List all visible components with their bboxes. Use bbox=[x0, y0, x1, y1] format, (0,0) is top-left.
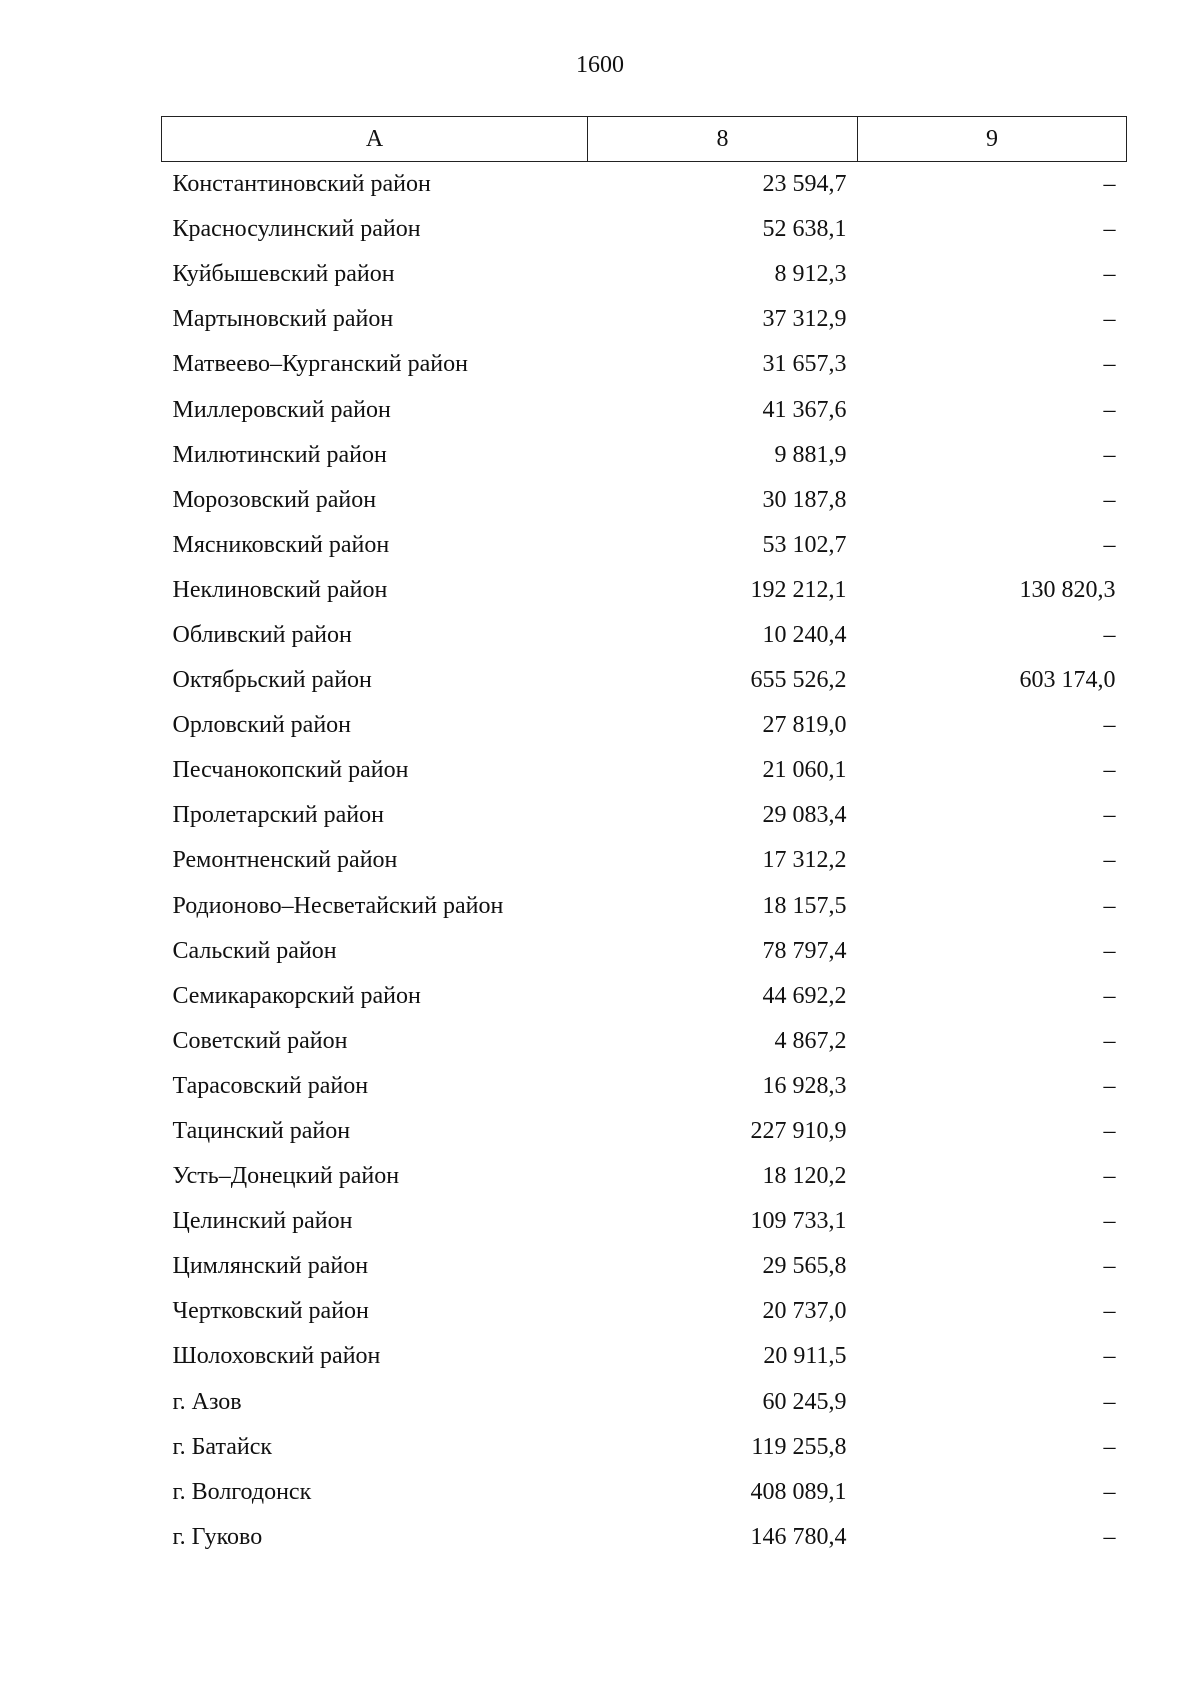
table-row bbox=[162, 568, 1127, 613]
col-9-cell: – bbox=[1103, 486, 1116, 513]
col-9-cell: – bbox=[1103, 1118, 1116, 1145]
row-name-cell: Ремонтненский район bbox=[172, 847, 398, 874]
col-9-cell: – bbox=[1103, 351, 1116, 378]
row-name-cell: г. Гуково bbox=[172, 1523, 263, 1550]
col-9-cell: – bbox=[1103, 802, 1116, 829]
col-8-cell: 44 692,2 bbox=[762, 982, 847, 1009]
col-8-cell: 408 089,1 bbox=[750, 1478, 847, 1505]
row-name-cell: Неклиновский район bbox=[172, 576, 388, 603]
col-9-cell: – bbox=[1103, 171, 1116, 198]
col-8-cell: 119 255,8 bbox=[751, 1433, 847, 1460]
table-body bbox=[162, 162, 1127, 1560]
row-name-cell: Милютинский район bbox=[172, 441, 387, 468]
table-row bbox=[162, 1109, 1127, 1154]
col-9-cell: – bbox=[1103, 1163, 1116, 1190]
row-name-cell: Тацинский район bbox=[172, 1118, 351, 1145]
table-row bbox=[162, 929, 1127, 974]
col-8-cell: 78 797,4 bbox=[762, 937, 847, 964]
row-name-cell: Сальский район bbox=[172, 937, 337, 964]
row-name-cell: г. Азов bbox=[172, 1388, 242, 1415]
row-name-cell: Морозовский район bbox=[172, 486, 377, 513]
table-row bbox=[162, 1199, 1127, 1244]
row-name-cell: Чертковский район bbox=[172, 1298, 369, 1325]
table-row bbox=[162, 1289, 1127, 1334]
table-row bbox=[162, 1019, 1127, 1064]
col-9-cell: – bbox=[1103, 441, 1116, 468]
table-row bbox=[162, 838, 1127, 883]
col-8-cell: 227 910,9 bbox=[750, 1118, 847, 1145]
table-row bbox=[162, 1515, 1127, 1560]
table-row bbox=[162, 793, 1127, 838]
row-name-cell: Целинский район bbox=[172, 1208, 353, 1235]
col-8-cell: 18 157,5 bbox=[762, 892, 847, 919]
row-name-cell: Мартыновский район bbox=[172, 306, 394, 333]
col-8-cell: 4 867,2 bbox=[774, 1027, 847, 1054]
col-9-cell: – bbox=[1103, 982, 1116, 1009]
col-9-cell: – bbox=[1103, 937, 1116, 964]
table-row bbox=[162, 1064, 1127, 1109]
table-row bbox=[162, 297, 1127, 342]
col-9-cell: 603 174,0 bbox=[1019, 667, 1116, 694]
table-row bbox=[162, 613, 1127, 658]
row-name-cell: Миллеровский район bbox=[172, 396, 391, 423]
table-row bbox=[162, 1470, 1127, 1515]
table-row bbox=[162, 207, 1127, 252]
col-9-cell: – bbox=[1103, 1523, 1116, 1550]
table-row bbox=[162, 387, 1127, 432]
col-9-cell: – bbox=[1103, 847, 1116, 874]
col-9-cell: – bbox=[1103, 1072, 1116, 1099]
table-row bbox=[162, 748, 1127, 793]
table-row bbox=[162, 1334, 1127, 1379]
row-name-cell: Октябрьский район bbox=[172, 667, 372, 694]
col-9-cell: – bbox=[1103, 1027, 1116, 1054]
col-8-cell: 17 312,2 bbox=[762, 847, 847, 874]
row-name-cell: Родионово–Несветайский район bbox=[172, 892, 504, 919]
table-row bbox=[162, 703, 1127, 748]
col-8-cell: 29 083,4 bbox=[762, 802, 847, 829]
col-8-cell: 31 657,3 bbox=[762, 351, 847, 378]
row-name-cell: Семикаракорский район bbox=[172, 982, 421, 1009]
col-9-cell: – bbox=[1103, 396, 1116, 423]
col-9-cell: – bbox=[1103, 712, 1116, 739]
row-name-cell: Усть–Донецкий район bbox=[172, 1163, 400, 1190]
col-8-cell: 9 881,9 bbox=[774, 441, 847, 468]
col-8-cell: 16 928,3 bbox=[762, 1072, 847, 1099]
row-name-cell: Песчанокопский район bbox=[172, 757, 409, 784]
col-8-cell: 146 780,4 bbox=[750, 1523, 847, 1550]
col-8-cell: 10 240,4 bbox=[762, 621, 847, 648]
col-8-cell: 20 911,5 bbox=[763, 1343, 847, 1370]
row-name-cell: Обливский район bbox=[172, 621, 352, 648]
col-9-cell: – bbox=[1103, 1433, 1116, 1460]
row-name-cell: Мясниковский район bbox=[172, 531, 390, 558]
row-name-cell: Цимлянский район bbox=[172, 1253, 369, 1280]
row-name-cell: Орловский район bbox=[172, 712, 352, 739]
col-8-cell: 53 102,7 bbox=[762, 531, 847, 558]
col-9-cell: – bbox=[1103, 1343, 1116, 1370]
col-9-cell: – bbox=[1103, 1208, 1116, 1235]
col-9-cell: – bbox=[1103, 531, 1116, 558]
row-name-cell: Матвеево–Курганский район bbox=[172, 351, 468, 378]
col-8-cell: 30 187,8 bbox=[762, 486, 847, 513]
col-9-cell: 130 820,3 bbox=[1019, 576, 1116, 603]
row-name-cell: Тарасовский район bbox=[172, 1072, 369, 1099]
table-row bbox=[162, 658, 1127, 703]
col-9-cell: – bbox=[1103, 1478, 1116, 1505]
table-row bbox=[162, 884, 1127, 929]
col-9-cell: – bbox=[1103, 1253, 1116, 1280]
row-name-cell: г. Батайск bbox=[172, 1433, 273, 1460]
col-8-cell: 52 638,1 bbox=[762, 216, 847, 243]
column-header-8: 8 bbox=[588, 117, 858, 162]
table-row bbox=[162, 342, 1127, 387]
col-9-cell: – bbox=[1103, 1388, 1116, 1415]
table-header bbox=[162, 117, 1127, 162]
col-8-cell: 60 245,9 bbox=[762, 1388, 847, 1415]
col-8-cell: 27 819,0 bbox=[762, 712, 847, 739]
col-9-cell: – bbox=[1103, 757, 1116, 784]
row-name-cell: Советский район bbox=[172, 1027, 348, 1054]
table-row bbox=[162, 523, 1127, 568]
col-9-cell: – bbox=[1103, 261, 1116, 288]
row-name-cell: Пролетарский район bbox=[172, 802, 384, 829]
col-8-cell: 20 737,0 bbox=[762, 1298, 847, 1325]
table-row bbox=[162, 1425, 1127, 1470]
col-8-cell: 655 526,2 bbox=[750, 667, 847, 694]
col-9-cell: – bbox=[1103, 621, 1116, 648]
col-8-cell: 8 912,3 bbox=[774, 261, 847, 288]
col-8-cell: 192 212,1 bbox=[750, 576, 847, 603]
table-row bbox=[162, 974, 1127, 1019]
row-name-cell: Шолоховский район bbox=[172, 1343, 381, 1370]
col-9-cell: – bbox=[1103, 216, 1116, 243]
page-number: 1600 bbox=[576, 52, 624, 78]
table-row bbox=[162, 252, 1127, 297]
table-row bbox=[162, 433, 1127, 478]
column-header-9: 9 bbox=[858, 117, 1127, 162]
header-row bbox=[162, 117, 1127, 162]
col-9-cell: – bbox=[1103, 306, 1116, 333]
col-8-cell: 29 565,8 bbox=[762, 1253, 847, 1280]
col-9-cell: – bbox=[1103, 1298, 1116, 1325]
col-8-cell: 18 120,2 bbox=[762, 1163, 847, 1190]
col-8-cell: 37 312,9 bbox=[762, 306, 847, 333]
col-8-cell: 23 594,7 bbox=[762, 171, 847, 198]
table-row bbox=[162, 1244, 1127, 1289]
row-name-cell: г. Волгодонск bbox=[172, 1478, 312, 1505]
col-8-cell: 21 060,1 bbox=[762, 757, 847, 784]
data-table bbox=[161, 116, 1127, 1560]
row-name-cell: Красносулинский район bbox=[172, 216, 421, 243]
table-row bbox=[162, 1154, 1127, 1199]
col-8-cell: 109 733,1 bbox=[750, 1208, 847, 1235]
col-9-cell: – bbox=[1103, 892, 1116, 919]
column-header-a: А bbox=[162, 117, 588, 162]
table-row bbox=[162, 478, 1127, 523]
row-name-cell: Константиновский район bbox=[172, 171, 431, 198]
table-row bbox=[162, 1380, 1127, 1425]
row-name-cell: Куйбышевский район bbox=[172, 261, 395, 288]
col-8-cell: 41 367,6 bbox=[762, 396, 847, 423]
table-row bbox=[162, 162, 1127, 208]
